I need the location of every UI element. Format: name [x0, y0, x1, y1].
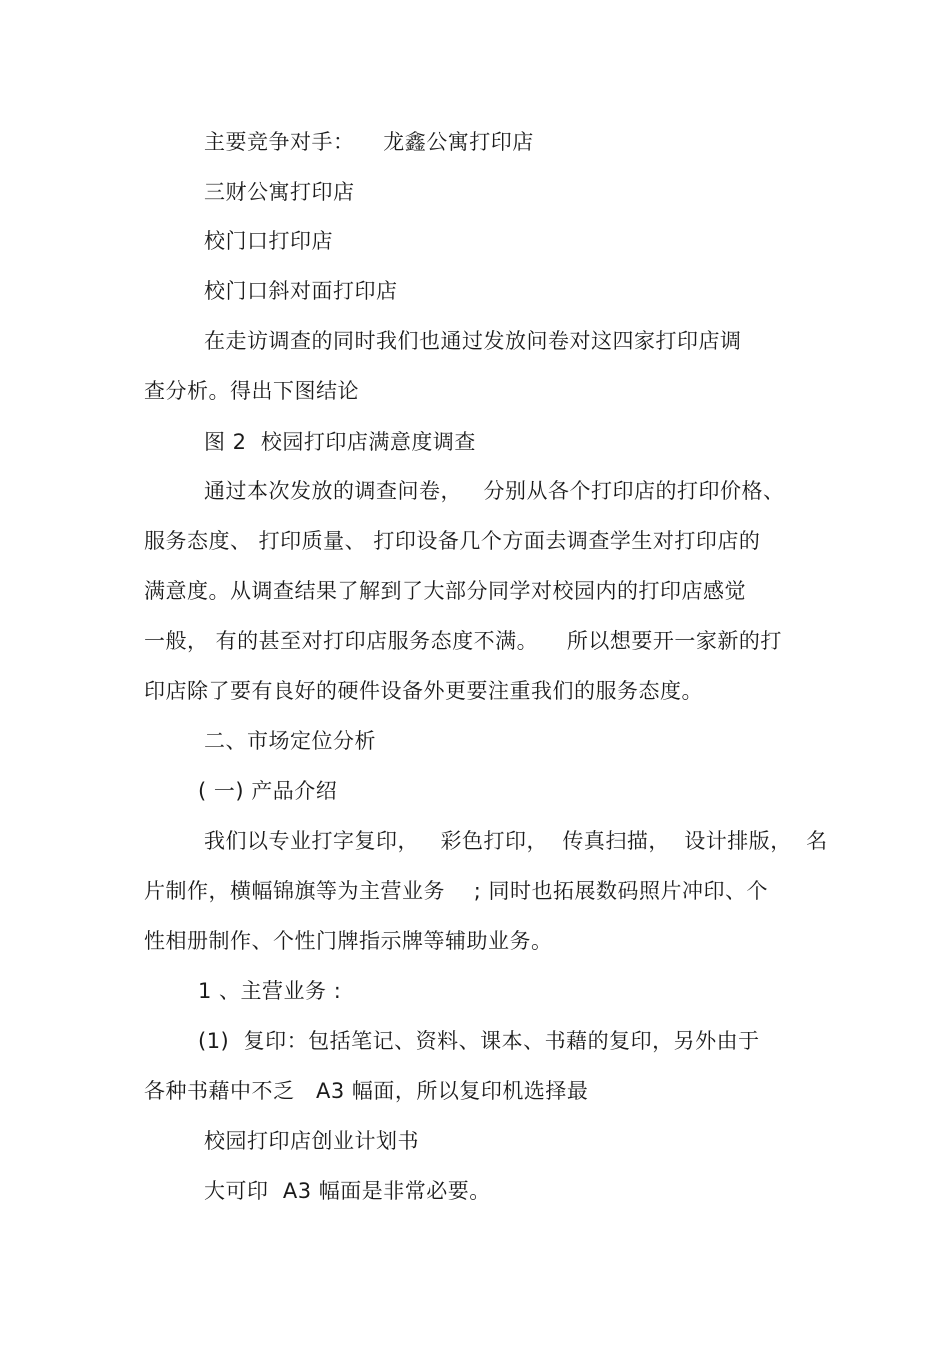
figure-caption: 图 2 校园打印店满意度调查 [204, 430, 476, 454]
paragraph-line: 一般， 有的甚至对打印店服务态度不满。 所以想要开一家新的打 [144, 629, 782, 653]
paragraph-line: 满意度。从调查结果了解到了大部分同学对校园内的打印店感觉 [144, 579, 746, 603]
paragraph-line: 在走访调查的同时我们也通过发放问卷对这四家打印店调 [204, 329, 742, 353]
paragraph-line: 服务态度、 打印质量、 打印设备几个方面去调查学生对打印店的 [144, 529, 761, 553]
running-title: 校园打印店创业计划书 [204, 1129, 419, 1153]
list-heading: 1 、主营业务 : [198, 979, 342, 1003]
paragraph-line: 性相册制作、个性门牌指示牌等辅助业务。 [144, 929, 553, 953]
competitor-item: 校门口斜对面打印店 [204, 279, 398, 303]
paragraph-line: 我们以专业打字复印， 彩色打印， 传真扫描， 设计排版， 名 [204, 829, 828, 853]
subsection-heading: ( 一) 产品介绍 [198, 779, 338, 803]
paragraph-line: 印店除了要有良好的硬件设备外更要注重我们的服务态度。 [144, 679, 703, 703]
competitor-line: 主要竞争对手： 龙鑫公寓打印店 [204, 130, 534, 154]
list-item: 各种书藉中不乏 A3 幅面，所以复印机选择最 [144, 1079, 589, 1103]
competitor-item: 三财公寓打印店 [204, 180, 355, 204]
paragraph-line: 查分析。得出下图结论 [144, 379, 359, 403]
list-item: (1) 复印：包括笔记、资料、课本、书藉的复印，另外由于 [198, 1029, 760, 1053]
paragraph-line: 通过本次发放的调查问卷， 分别从各个打印店的打印价格、 [204, 479, 785, 503]
paragraph-line: 片制作，横幅锦旗等为主营业务 ; 同时也拓展数码照片冲印、个 [144, 879, 768, 903]
competitor-item: 校门口打印店 [204, 229, 333, 253]
section-heading: 二、市场定位分析 [204, 729, 376, 753]
paragraph-line: 大可印 A3 幅面是非常必要。 [204, 1179, 491, 1203]
